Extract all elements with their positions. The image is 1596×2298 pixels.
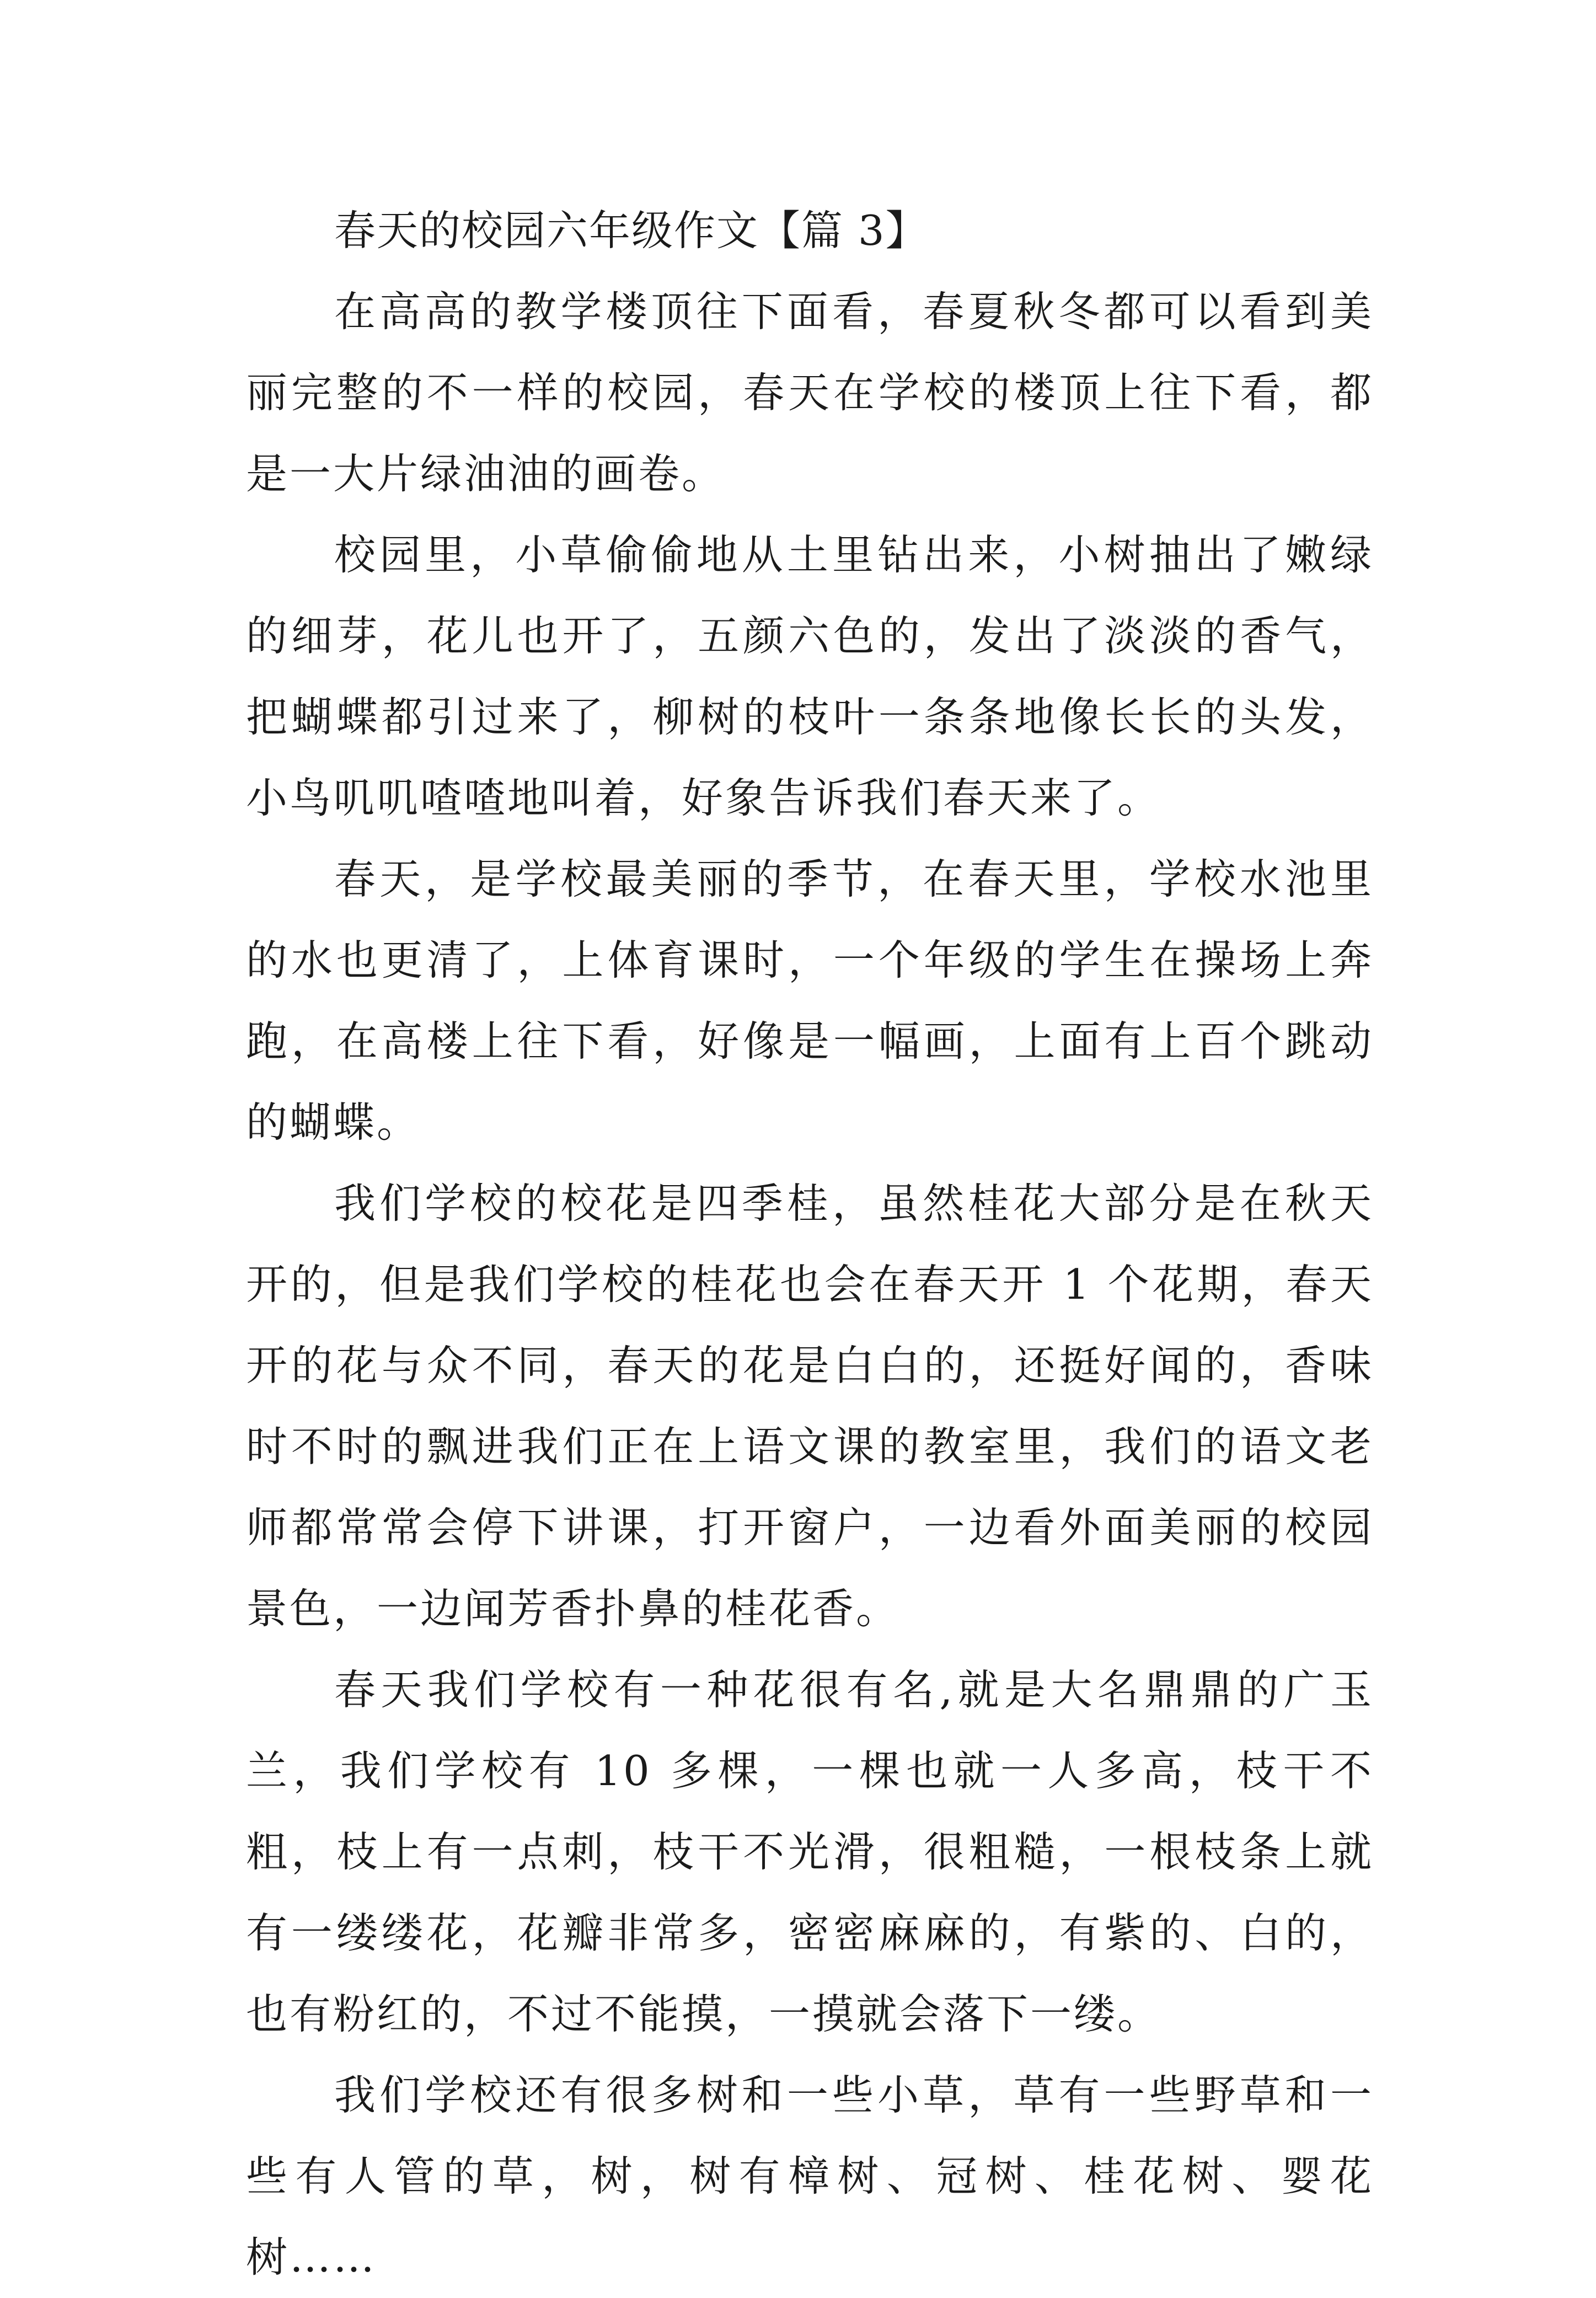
paragraph-5: 春天我们学校有一种花很有名,就是大名鼎鼎的广玉兰，我们学校有 10 多棵，一棵也就一人多高，枝干不粗，枝上有一点刺，枝干不光滑，很粗糙，一根枝条上就有一缕缕花，花瓣非常多，密密麻麻的，有紫的、白的，也有粉红的，不过不能摸，一摸就会落下一缕。 xyxy=(246,1665,1374,2038)
paragraph-6: 我们学校还有很多树和一些小草，草有一些野草和一些有人管的草，树，树有樟树、冠树、桂花树、婴花树…… xyxy=(246,2071,1374,2281)
essay-title: 春天的校园六年级作文【篇 3】 xyxy=(334,206,928,255)
paragraph-4: 我们学校的校花是四季桂，虽然桂花大部分是在秋天开的，但是我们学校的桂花也会在春天开 1 个花期，春天开的花与众不同，春天的花是白白的，还挺好闻的，香味时不时的飘进我们正在上语文课的教室里，我们的语文老师都常常会停下讲课，打开窗户，一边看外面美丽的校园景色，一边闻芳香扑鼻的桂花香。 xyxy=(246,1179,1374,1633)
paragraph-3: 春天，是学校最美丽的季节，在春天里，学校水池里的水也更清了，上体育课时，一个年级的学生在操场上奔跑，在高楼上往下看，好像是一幅画，上面有上百个跳动的蝴蝶。 xyxy=(246,855,1374,1147)
paragraph-2: 校园里，小草偷偷地从土里钻出来，小树抽出了嫩绿的细芽，花儿也开了，五颜六色的，发出了淡淡的香气，把蝴蝶都引过来了，柳树的枝叶一条条地像长长的头发，小鸟叽叽喳喳地叫着，好象告诉我们春天来了。 xyxy=(246,531,1374,822)
paragraph-1: 在高高的教学楼顶往下面看，春夏秋冬都可以看到美丽完整的不一样的校园，春天在学校的楼顶上往下看，都是一大片绿油油的画卷。 xyxy=(246,287,1374,498)
essay-body xyxy=(246,190,1374,2298)
